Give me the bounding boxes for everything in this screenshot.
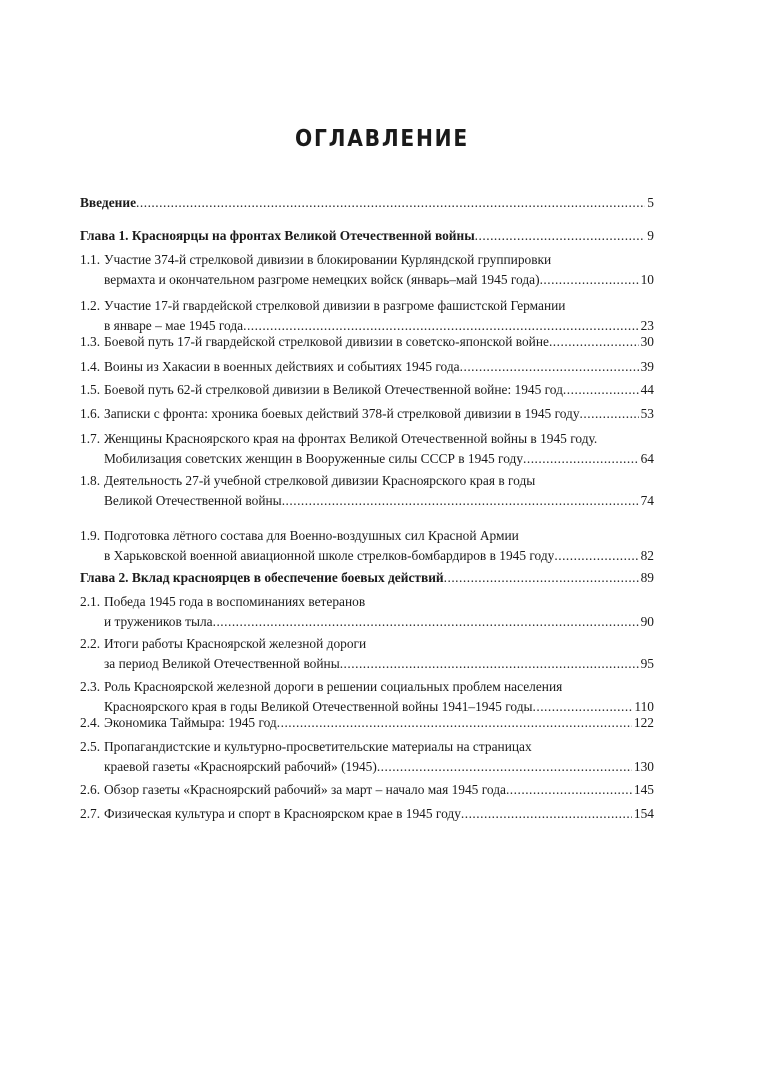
toc-entry[interactable] bbox=[80, 332, 654, 352]
toc-entry-title: Глава 2. Вклад красноярцев в обеспечение боевых действий bbox=[80, 570, 444, 585]
toc-page-number: 10 bbox=[640, 272, 654, 287]
toc-page-number: 30 bbox=[640, 334, 654, 349]
toc-entry[interactable] bbox=[80, 404, 654, 424]
toc-entry-number: 2.2. bbox=[80, 636, 101, 651]
toc-entry-title: Физическая культура и спорт в Красноярском крае в 1945 году bbox=[104, 806, 461, 821]
toc-leader-dots bbox=[580, 404, 639, 424]
toc-entry-number: 1.7. bbox=[80, 431, 101, 446]
toc-entry-title: Деятельность 27-й учебной стрелковой дивизии Красноярского края в годы bbox=[104, 473, 536, 488]
toc-entry-number: 2.7. bbox=[80, 806, 101, 821]
toc-leader-dots bbox=[540, 270, 639, 290]
toc-entry-title: вермахта и окончательном разгроме немецких войск (январь–май 1945 года) bbox=[104, 272, 540, 287]
toc-entry-title: за период Великой Отечественной войны bbox=[104, 656, 340, 671]
toc-entry[interactable] bbox=[80, 592, 654, 632]
toc-entry-title: Красноярского края в годы Великой Отечественной войны 1941–1945 годы bbox=[104, 699, 533, 714]
toc-entry-number: 1.2. bbox=[80, 298, 101, 313]
toc-entry-title: Боевой путь 17-й гвардейской стрелковой дивизии в советско-японской войне bbox=[104, 334, 549, 349]
toc-entry[interactable] bbox=[80, 804, 654, 824]
toc-entry-title: Участие 374-й стрелковой дивизии в блокировании Курляндской группировки bbox=[104, 252, 552, 267]
toc-leader-dots bbox=[213, 612, 639, 632]
toc-page-number: 9 bbox=[647, 228, 654, 243]
toc-page-number: 90 bbox=[640, 614, 654, 629]
toc-entry-title: Воины из Хакасии в военных действиях и событиях 1945 года bbox=[104, 359, 460, 374]
toc-entry-number: 1.1. bbox=[80, 252, 101, 267]
toc-entry[interactable] bbox=[80, 780, 654, 800]
toc-entry-title: Обзор газеты «Красноярский рабочий» за март – начало мая 1945 года bbox=[104, 782, 506, 797]
toc-entry[interactable] bbox=[80, 471, 654, 511]
toc-leader-dots bbox=[506, 780, 632, 800]
toc-leader-dots bbox=[475, 226, 646, 246]
toc-entry-title: Женщины Красноярского края на фронтах Великой Отечественной войны в 1945 году. bbox=[104, 431, 598, 446]
toc-page-number: 130 bbox=[633, 759, 654, 774]
toc-entry-number: 2.5. bbox=[80, 739, 101, 754]
toc-entry-title: Роль Красноярской железной дороги в решении социальных проблем населения bbox=[104, 679, 563, 694]
toc-page-number: 44 bbox=[640, 382, 654, 397]
toc-entry[interactable] bbox=[80, 677, 654, 717]
toc-entry-number: 1.9. bbox=[80, 528, 101, 543]
toc-entry-number: 1.6. bbox=[80, 406, 101, 421]
toc-entry-title: Пропагандистские и культурно-просветительские материалы на страницах bbox=[104, 739, 532, 754]
toc-chapter[interactable] bbox=[80, 568, 654, 588]
toc-leader-dots bbox=[444, 568, 639, 588]
toc-entry-title: и тружеников тыла bbox=[104, 614, 213, 629]
toc-entry-title: Мобилизация советских женщин в Вооруженные силы СССР в 1945 году bbox=[104, 451, 524, 466]
toc-page-number: 82 bbox=[640, 548, 654, 563]
toc-page-number: 39 bbox=[640, 359, 654, 374]
toc-entry-title: Боевой путь 62-й стрелковой дивизии в Великой Отечественной войне: 1945 год bbox=[104, 382, 563, 397]
toc-entry-title: краевой газеты «Красноярский рабочий» (1945) bbox=[104, 759, 377, 774]
toc-page-number: 145 bbox=[633, 782, 654, 797]
toc-entry[interactable] bbox=[80, 380, 654, 400]
toc-entry[interactable] bbox=[80, 296, 654, 336]
toc-page-number: 154 bbox=[633, 806, 654, 821]
toc-page-number: 53 bbox=[640, 406, 654, 421]
toc-chapter[interactable] bbox=[80, 226, 654, 246]
toc-leader-dots bbox=[461, 804, 632, 824]
toc-page-number: 74 bbox=[640, 493, 654, 508]
toc-page-number: 95 bbox=[640, 656, 654, 671]
toc-entry[interactable] bbox=[80, 737, 654, 777]
toc-leader-dots bbox=[277, 713, 632, 733]
toc-entry-title: Глава 1. Красноярцы на фронтах Великой Отечественной войны bbox=[80, 228, 475, 243]
toc-page-number: 64 bbox=[640, 451, 654, 466]
toc-entry[interactable] bbox=[80, 357, 654, 377]
toc-entry-title: в январе – мае 1945 года bbox=[104, 318, 244, 333]
toc-leader-dots bbox=[523, 449, 639, 469]
toc-leader-dots bbox=[563, 380, 639, 400]
toc-page-number: 5 bbox=[647, 195, 654, 210]
toc-entry-number: 2.1. bbox=[80, 594, 101, 609]
toc-entry-title: Победа 1945 года в воспоминаниях ветеранов bbox=[104, 594, 366, 609]
toc-entry-title: в Харьковской военной авиационной школе стрелков-бомбардиров в 1945 году bbox=[104, 548, 555, 563]
toc-entry-number: 2.6. bbox=[80, 782, 101, 797]
toc-entry[interactable] bbox=[80, 250, 654, 290]
toc-leader-dots bbox=[377, 757, 632, 777]
toc-entry-title: Подготовка лётного состава для Военно-воздушных сил Красной Армии bbox=[104, 528, 519, 543]
toc-entry-number: 1.8. bbox=[80, 473, 101, 488]
toc-entry-title: Великой Отечественной войны bbox=[104, 493, 282, 508]
toc-entry-title: Экономика Таймыра: 1945 год bbox=[104, 715, 277, 730]
toc-entry-title: Итоги работы Красноярской железной дороги bbox=[104, 636, 367, 651]
toc-leader-dots bbox=[282, 491, 639, 511]
toc-page-number: 89 bbox=[640, 570, 654, 585]
toc-page-number: 110 bbox=[634, 699, 654, 714]
toc-page-number: 122 bbox=[633, 715, 654, 730]
toc-entry-number: 1.5. bbox=[80, 382, 101, 397]
toc-leader-dots bbox=[549, 332, 639, 352]
toc-entry-number: 2.3. bbox=[80, 679, 101, 694]
toc-entry[interactable] bbox=[80, 526, 654, 566]
toc-leader-dots bbox=[136, 193, 645, 213]
toc-entry-number: 2.4. bbox=[80, 715, 101, 730]
toc-leader-dots bbox=[340, 654, 639, 674]
page-title: ОГЛАВЛЕНИЕ bbox=[295, 126, 469, 152]
toc-entry-number: 1.3. bbox=[80, 334, 101, 349]
toc-entry-number: 1.4. bbox=[80, 359, 101, 374]
toc-entry[interactable] bbox=[80, 634, 654, 674]
toc-entry[interactable] bbox=[80, 713, 654, 733]
toc-chapter[interactable] bbox=[80, 193, 654, 213]
toc-entry-title: Участие 17-й гвардейской стрелковой дивизии в разгроме фашистской Германии bbox=[104, 298, 566, 313]
toc-leader-dots bbox=[460, 357, 639, 377]
toc-entry-title: Записки с фронта: хроника боевых действий 378-й стрелковой дивизии в 1945 году bbox=[104, 406, 580, 421]
toc-entry[interactable] bbox=[80, 429, 654, 469]
toc-page-number: 23 bbox=[640, 318, 654, 333]
toc-entry-title: Введение bbox=[80, 195, 137, 210]
toc-leader-dots bbox=[554, 546, 638, 566]
